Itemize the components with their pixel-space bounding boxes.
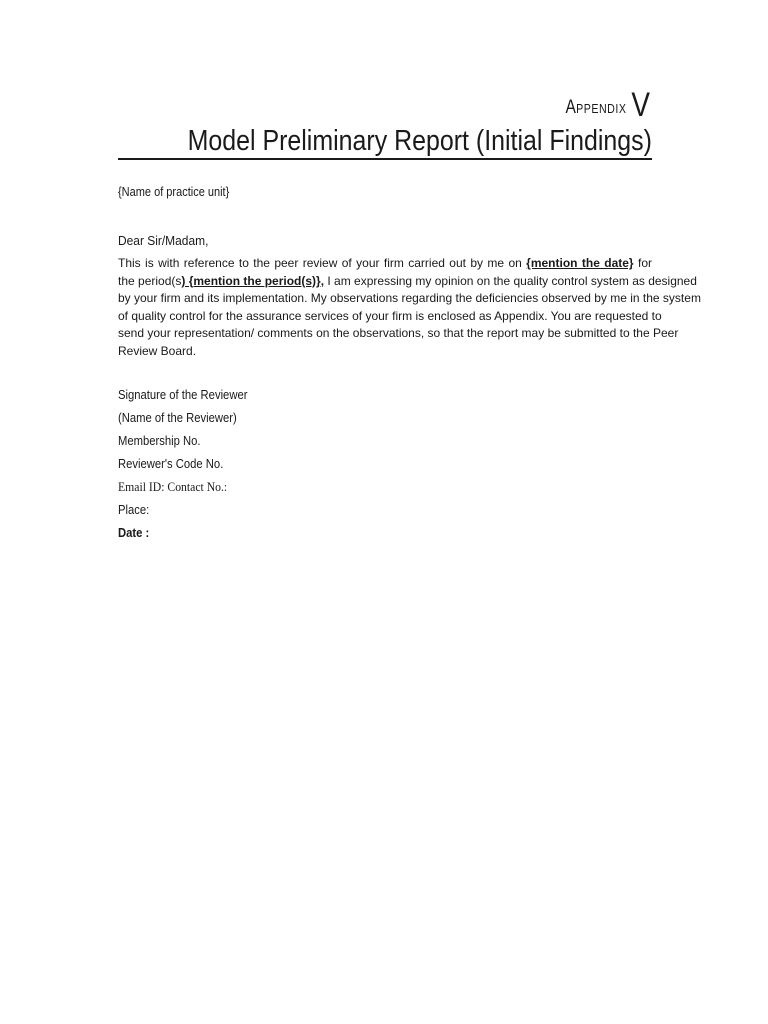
salutation: Dear Sir/Madam, (118, 233, 209, 248)
body-line-1 (118, 255, 652, 273)
body-line-2 (118, 273, 697, 291)
body-line-1-end: for (633, 256, 652, 270)
body-line-2-text: the period(s (118, 273, 182, 288)
body-line-5: send your representation/ comments on the observations, so that the report may be submitted to the Peer (118, 326, 679, 340)
reviewer-code-label: Reviewer's Code No. (118, 457, 224, 471)
letter-body (118, 255, 701, 360)
appendix-word-rest: PPENDIX (576, 101, 627, 116)
body-line-6: Review Board. (118, 343, 197, 358)
place-label: Place: (118, 503, 150, 517)
signature-block (118, 386, 262, 547)
mention-period-placeholder: ) {mention the period(s)}, (181, 273, 325, 288)
body-line-1-text: This is with reference to the peer review of your firm carried out by me on (118, 256, 527, 270)
email-contact-label: Email ID: Contact No.: (118, 479, 228, 494)
signature-label: Signature of the Reviewer (118, 388, 248, 402)
appendix-heading (566, 88, 650, 122)
title-block (118, 124, 652, 160)
body-line-3: by your firm and its implementation. My observations regarding the deficiencies observed by me in the system (118, 291, 701, 305)
body-line-4: of quality control for the assurance services of your firm is enclosed as Appendix. You are requested to (118, 308, 662, 323)
reviewer-name-label: (Name of the Reviewer) (118, 411, 237, 425)
date-label: Date : (118, 526, 150, 540)
practice-unit-placeholder: {Name of practice unit} (118, 185, 230, 199)
mention-date-placeholder: {mention the date} (526, 256, 634, 270)
appendix-number: V (631, 86, 650, 124)
body-line-2-end: I am expressing my opinion on the quality control system as designed (324, 273, 697, 288)
appendix-word-initial: A (565, 97, 577, 118)
membership-number-label: Membership No. (118, 434, 201, 448)
page-title: Model Preliminary Report (Initial Findings) (187, 125, 652, 157)
